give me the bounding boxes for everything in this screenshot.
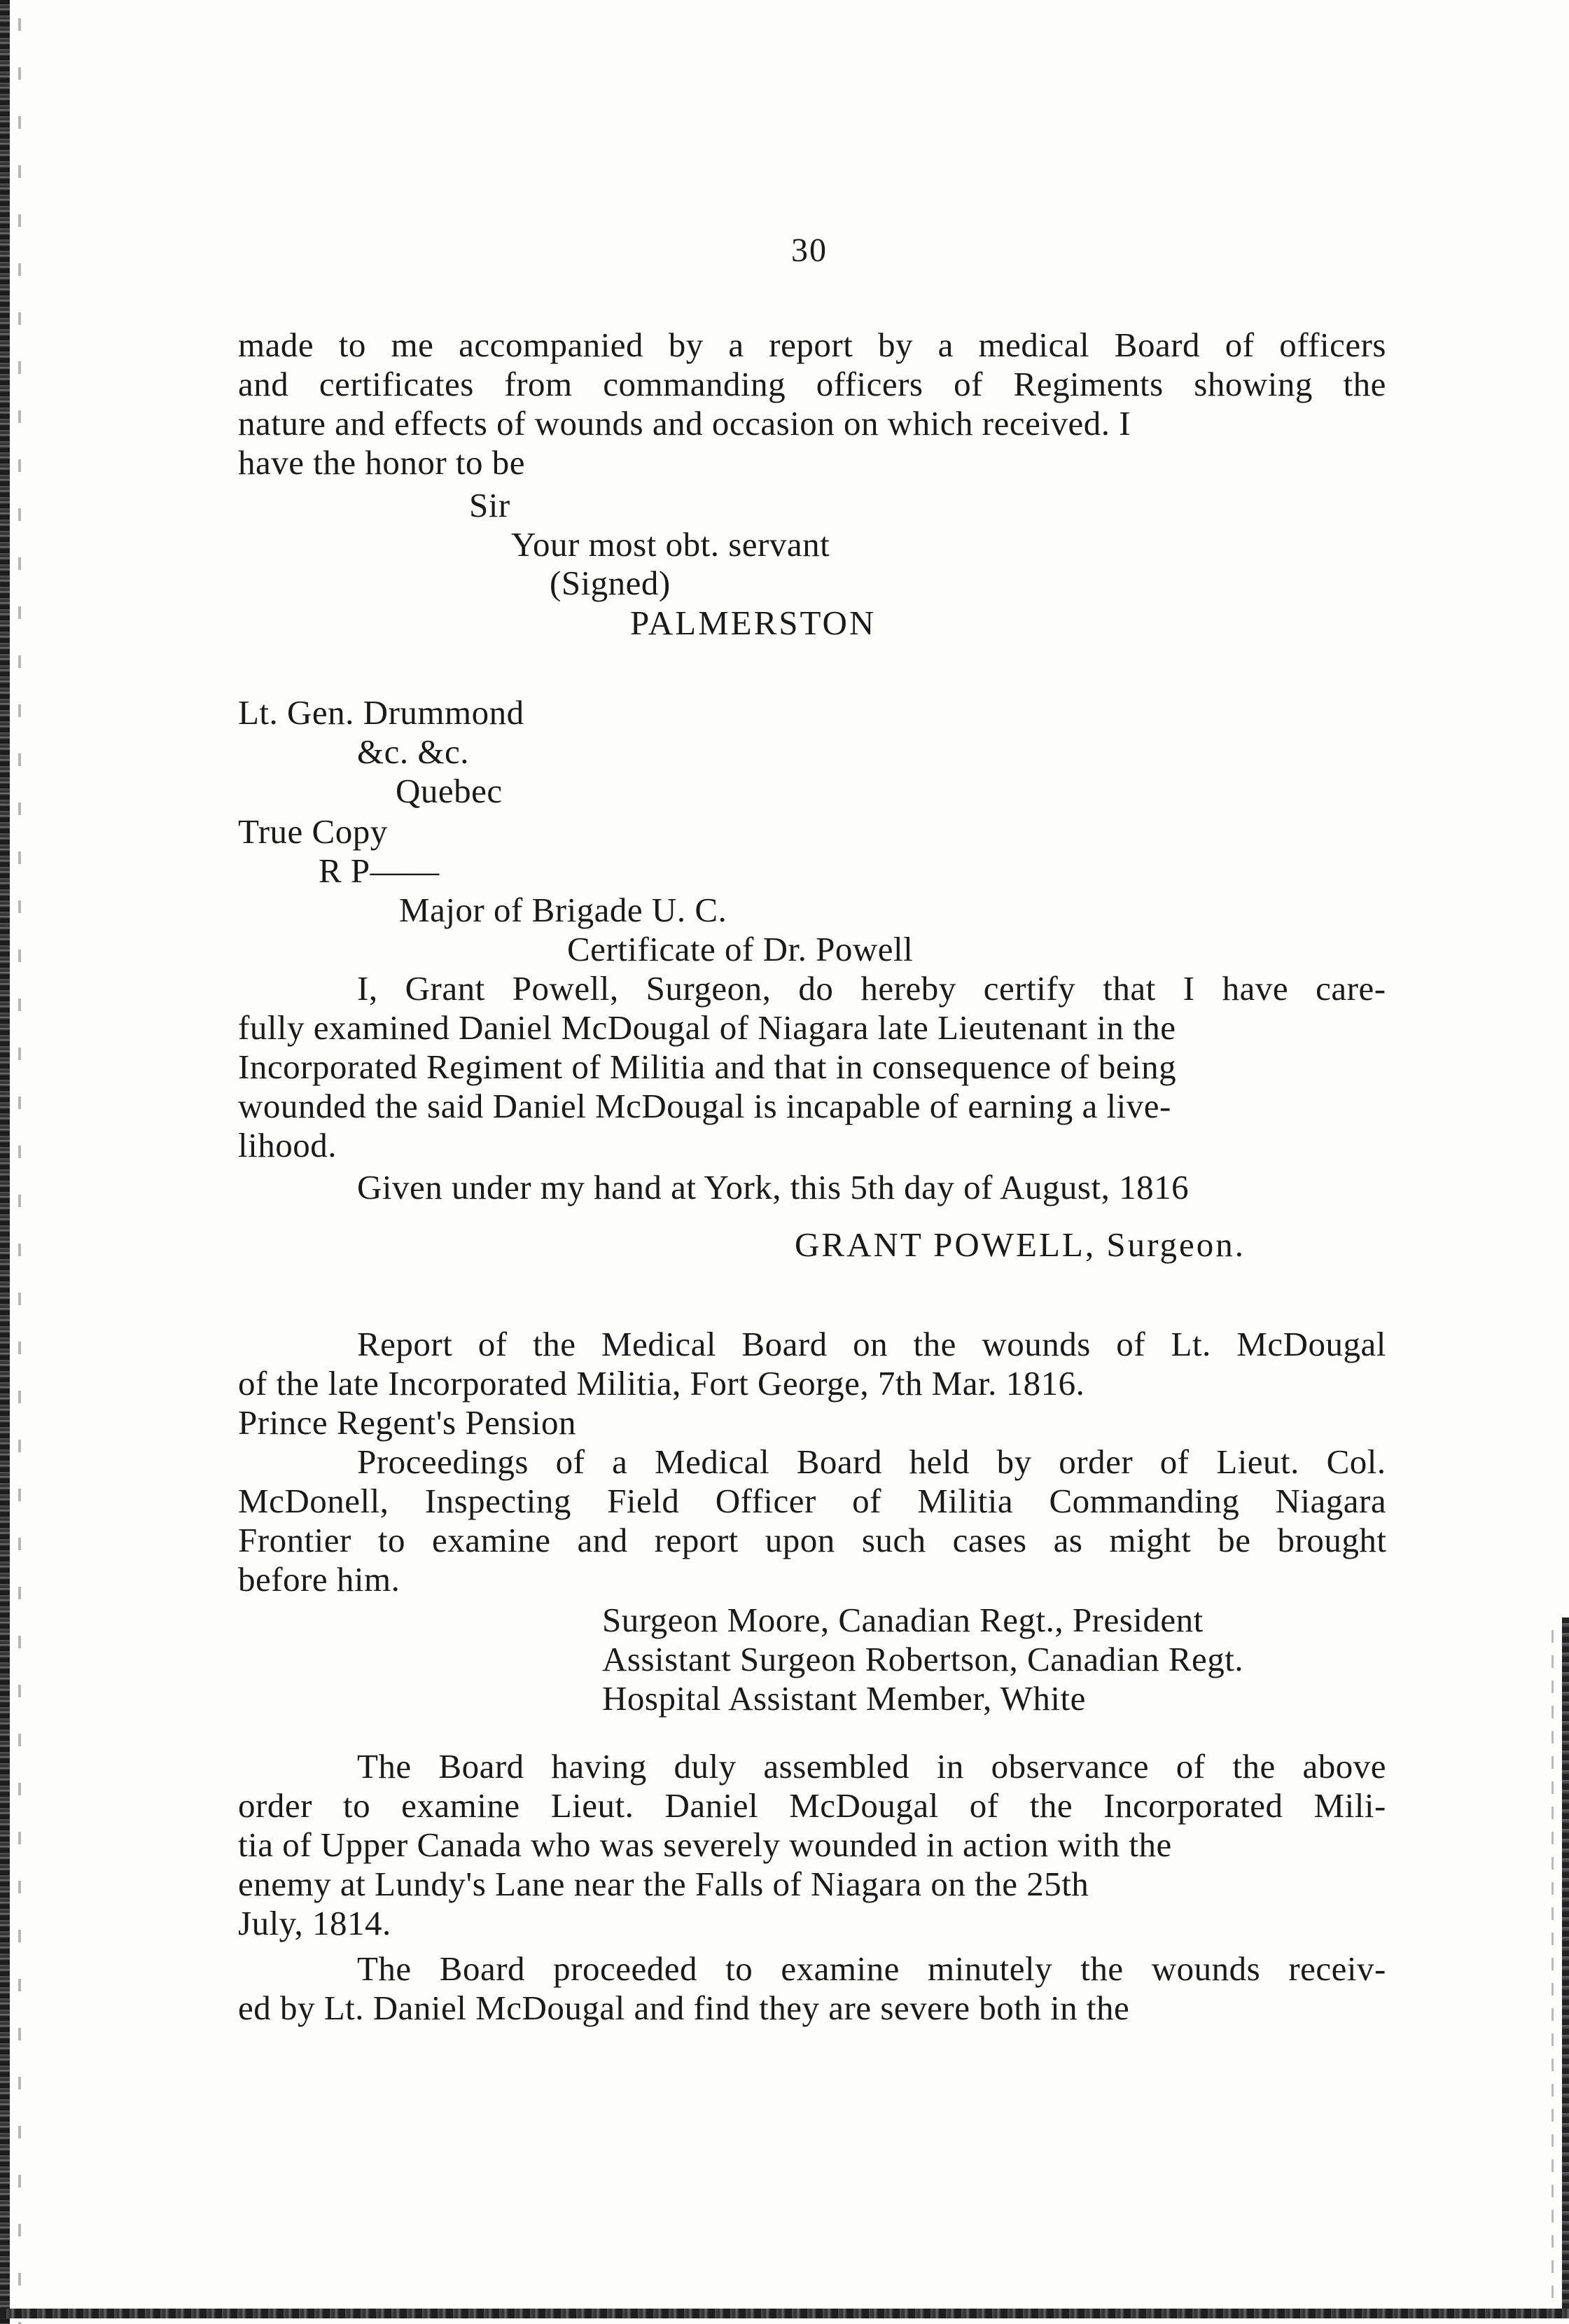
report-line: of the late Incorporated Militia, Fort George, 7th Mar. 1816.: [238, 1364, 1085, 1403]
certificate-line: Incorporated Regiment of Militia and that in consequence of being: [238, 1048, 1177, 1086]
proceedings-line: before him.: [238, 1560, 400, 1599]
certificate-heading: Certificate of Dr. Powell: [567, 930, 914, 968]
examined-line: ed by Lt. Daniel McDougal and find they are severe both in the: [238, 1989, 1130, 2027]
assembled-line: enemy at Lundy's Lane near the Falls of Niagara on the 25th: [238, 1865, 1089, 1903]
true-copy-label: True Copy: [238, 812, 388, 851]
certificate-signature: GRANT POWELL, Surgeon.: [795, 1225, 1246, 1264]
certificate-line: lihood.: [238, 1126, 337, 1164]
letter-line: nature and effects of wounds and occasion on which received. I: [238, 404, 1131, 443]
letter-signed-label: (Signed): [550, 564, 671, 602]
page-number: 30: [791, 232, 828, 269]
board-member: Assistant Surgeon Robertson, Canadian Regt.: [602, 1640, 1244, 1678]
letter-signatory: PALMERSTON: [630, 604, 877, 642]
assembled-line: July, 1814.: [238, 1904, 391, 1942]
examined-line: The Board proceeded to examine minutely the wounds receiv-: [357, 1949, 1386, 1988]
address-place: Quebec: [396, 772, 503, 810]
scan-edge-right-dashes: [1551, 1617, 1554, 2318]
proceedings-line: Frontier to examine and report upon such cases as might be brought: [238, 1521, 1387, 1559]
certificate-given: Given under my hand at York, this 5th day of August, 1816: [357, 1168, 1190, 1206]
scan-edge-bottom: [0, 2309, 1569, 2318]
letter-line: made to me accompanied by a report by a medical Board of officers: [238, 326, 1386, 364]
scan-edge-left: [0, 0, 10, 2324]
copy-title: Major of Brigade U. C.: [399, 891, 727, 929]
report-pension: Prince Regent's Pension: [238, 1403, 577, 1442]
proceedings-line: McDonell, Inspecting Field Officer of Militia Commanding Niagara: [238, 1482, 1387, 1520]
assembled-line: The Board having duly assembled in observance of the above: [357, 1747, 1386, 1786]
board-member: Surgeon Moore, Canadian Regt., President: [602, 1601, 1204, 1639]
scan-edge-right: [1562, 1617, 1569, 2318]
certificate-line: wounded the said Daniel McDougal is incapable of earning a live-: [238, 1087, 1171, 1125]
proceedings-line: Proceedings of a Medical Board held by order of Lieut. Col.: [357, 1442, 1386, 1481]
letter-line: and certificates from commanding officers of Regiments showing the: [238, 365, 1386, 403]
address-name: Lt. Gen. Drummond: [238, 693, 524, 732]
certificate-line: fully examined Daniel McDougal of Niagara late Lieutenant in the: [238, 1008, 1176, 1047]
certificate-line: I, Grant Powell, Surgeon, do hereby certify that I have care-: [357, 969, 1386, 1008]
letter-line: have the honor to be: [238, 443, 526, 482]
report-line: Report of the Medical Board on the wounds of Lt. McDougal: [357, 1325, 1386, 1363]
assembled-line: order to examine Lieut. Daniel McDougal of the Incorporated Mili-: [238, 1786, 1386, 1825]
board-member: Hospital Assistant Member, White: [602, 1679, 1086, 1718]
letter-salutation: Sir: [469, 486, 510, 524]
address-etc: &c. &c.: [357, 732, 469, 771]
scan-edge-left-dashes: [18, 0, 21, 2324]
letter-closing: Your most obt. servant: [511, 525, 830, 564]
copy-initials: R P——: [319, 851, 440, 890]
assembled-line: tia of Upper Canada who was severely wounded in action with the: [238, 1825, 1172, 1864]
